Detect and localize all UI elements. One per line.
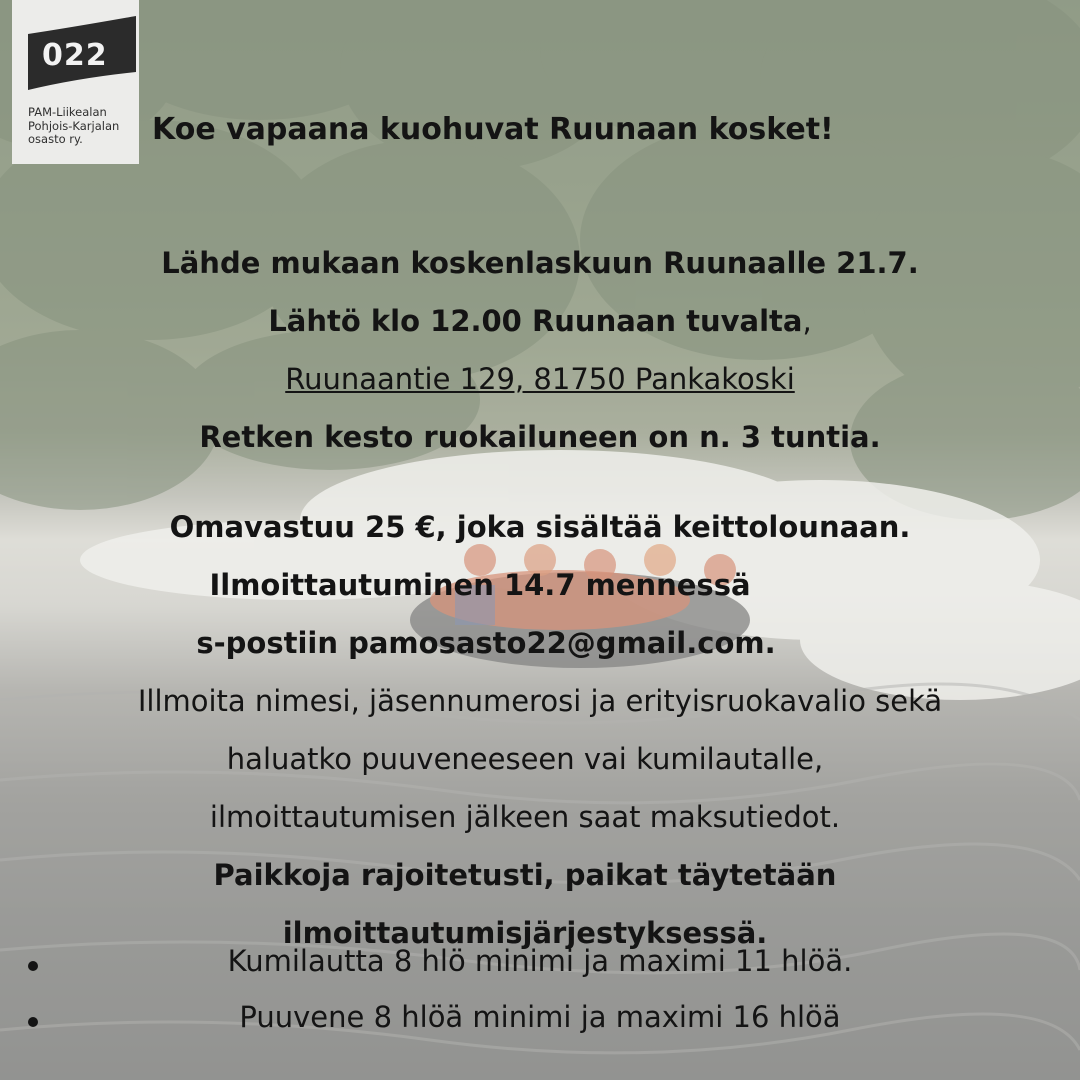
event-details bbox=[0, 234, 1080, 466]
info-line-3: ilmoittautumisen jälkeen saat maksutiedot. bbox=[209, 800, 841, 834]
info-line-1: Illmoita nimesi, jäsennumerosi ja erityisruokavalio sekä bbox=[137, 684, 943, 718]
headline: Koe vapaana kuohuvat Ruunaan kosket! bbox=[152, 112, 834, 147]
list-item bbox=[0, 994, 1080, 1050]
list-item-text: Kumilautta 8 hlö minimi ja maximi 11 hlöä. bbox=[227, 944, 853, 978]
email-line: s-postiin pamosasto22@gmail.com. bbox=[196, 626, 776, 660]
departure-line bbox=[0, 292, 1080, 350]
departure-text: Lähtö klo 12.00 Ruunaan tuvalta bbox=[268, 304, 803, 338]
departure-comma: , bbox=[802, 304, 812, 338]
logo-org-line: Pohjois-Karjalan bbox=[28, 118, 120, 133]
deadline-line: Ilmoittautuminen 14.7 mennessä bbox=[209, 568, 751, 602]
registration-details bbox=[0, 498, 1080, 962]
logo-org-name bbox=[28, 106, 119, 147]
price-line: Omavastuu 25 €, joka sisältää keittolounaan. bbox=[169, 510, 911, 544]
limit-line-1: Paikkoja rajoitetusti, paikat täytetään bbox=[213, 858, 837, 892]
logo-org-line: osasto ry. bbox=[28, 132, 83, 146]
logo-number: 022 bbox=[42, 38, 108, 73]
duration-line: Retken kesto ruokailuneen on n. 3 tuntia. bbox=[199, 420, 881, 454]
limit-line-2: ilmoittautumisjärjestyksessä. bbox=[282, 916, 768, 950]
bullet-icon bbox=[28, 961, 38, 971]
address-line bbox=[0, 350, 1080, 408]
list-item bbox=[0, 938, 1080, 994]
list-item-text: Puuvene 8 hlöä minimi ja maximi 16 hlöä bbox=[239, 1000, 841, 1034]
address-link[interactable]: Ruunaantie 129, 81750 Pankakoski bbox=[285, 362, 795, 396]
bullet-icon bbox=[28, 1017, 38, 1027]
logo-org-line: PAM-Liikealan bbox=[28, 105, 107, 119]
info-line-2: haluatko puuveneeseen vai kumilautalle, bbox=[226, 742, 824, 776]
event-date-line: Lähde mukaan koskenlaskuun Ruunaalle 21.7. bbox=[161, 246, 919, 280]
boat-options-list bbox=[0, 938, 1080, 1050]
org-logo bbox=[12, 0, 139, 164]
